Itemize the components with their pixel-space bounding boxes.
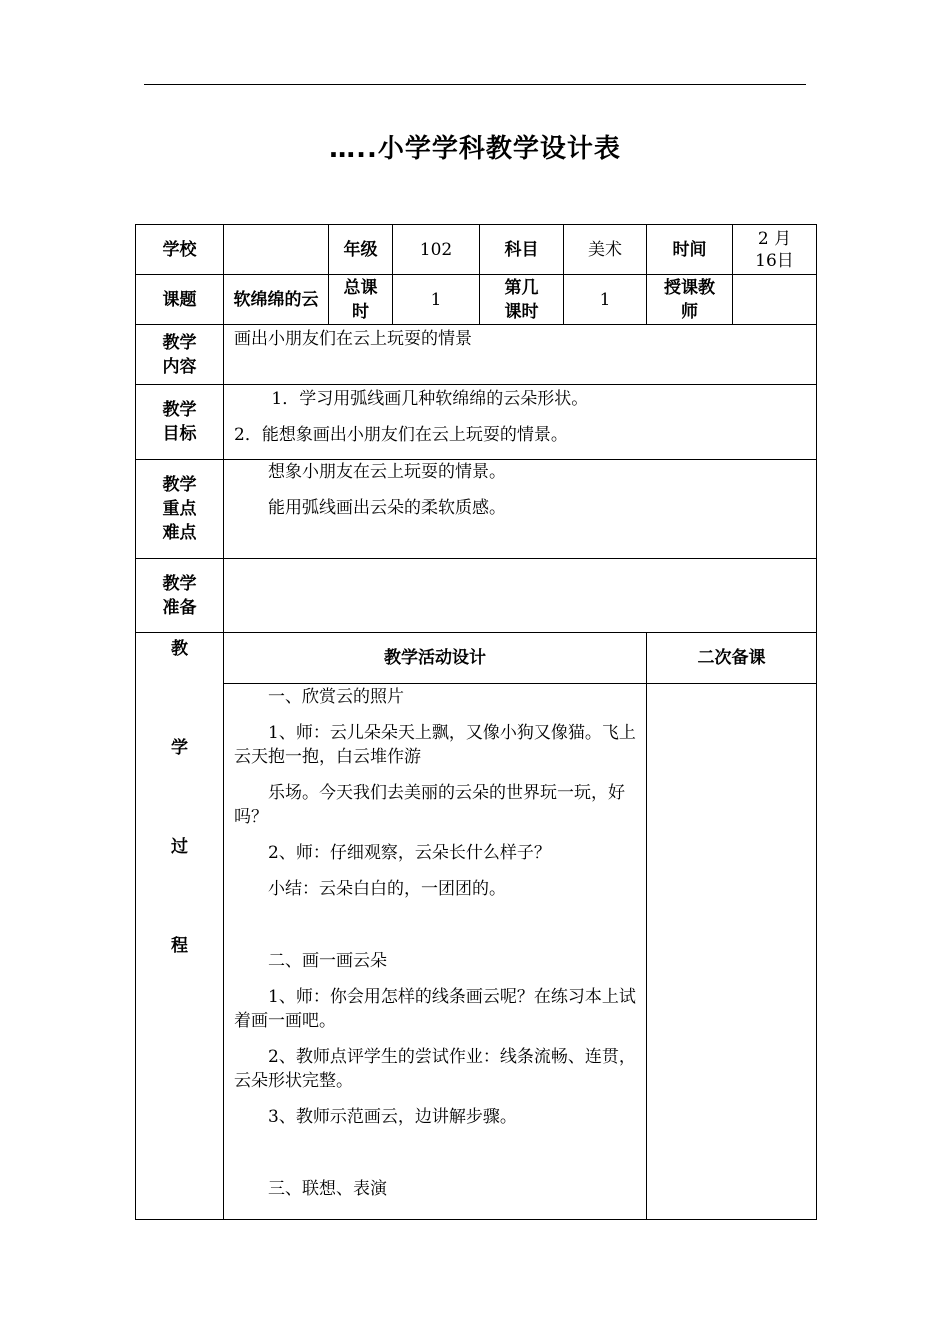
subject-label: 科目 [480, 225, 564, 275]
time-value-day: 16日 [755, 250, 794, 271]
content-label: 教学内容 [136, 325, 224, 385]
period-number-label: 第几课时 [480, 275, 564, 325]
activity-paragraph: 1、师：你会用怎样的线条画云呢？在练习本上试着画一画吧。 [234, 987, 636, 1031]
prep-text [224, 559, 817, 633]
row-preparation [136, 559, 817, 633]
process-label-char: 学 [171, 738, 188, 758]
teacher-value [733, 275, 817, 325]
grade-value: 102 [393, 225, 480, 275]
activity-paragraph: 1、师：云儿朵朵天上飘，又像小狗又像猫。飞上云天抱一抱，白云堆作游 [234, 723, 636, 767]
prep-label: 教学准备 [136, 559, 224, 633]
row-key-points [136, 460, 817, 559]
key-points-text [224, 460, 817, 559]
key-point-item: 想象小朋友在云上玩耍的情景。 [268, 462, 506, 482]
topic-value: 软绵绵的云 [224, 275, 329, 325]
activity-paragraph: 三、联想、表演 [268, 1179, 387, 1199]
teacher-label: 授课教师 [647, 275, 733, 325]
header-rule [144, 84, 806, 85]
activity-paragraph: 2、师：仔细观察，云朵长什么样子？ [268, 843, 551, 863]
goal-item: 1．学习用弧线画几种软绵绵的云朵形状。 [271, 389, 589, 409]
activity-design-content [224, 684, 647, 1220]
goal-item: 2．能想象画出小朋友们在云上玩耍的情景。 [234, 425, 568, 445]
process-label-char: 教 [171, 639, 188, 659]
row-teaching-goals [136, 385, 817, 460]
period-number-value: 1 [564, 275, 647, 325]
school-value [224, 225, 329, 275]
key-points-label: 教学重点难点 [136, 460, 224, 559]
secondary-prep-header: 二次备课 [647, 633, 817, 684]
time-label: 时间 [647, 225, 733, 275]
secondary-prep-content [647, 684, 817, 1220]
total-periods-value: 1 [393, 275, 480, 325]
activity-paragraph: 2、教师点评学生的尝试作业：线条流畅、连贯，云朵形状完整。 [234, 1047, 636, 1091]
content-text: 画出小朋友们在云上玩耍的情景 [224, 325, 817, 385]
process-label-char: 程 [171, 936, 188, 956]
total-periods-label: 总课时 [329, 275, 393, 325]
subject-value: 美术 [564, 225, 647, 275]
row-teaching-content [136, 325, 817, 385]
row-basic-info [136, 225, 817, 275]
activity-paragraph: 乐场。今天我们去美丽的云朵的世界玩一玩，好吗？ [234, 783, 625, 827]
row-topic [136, 275, 817, 325]
goals-label: 教学目标 [136, 385, 224, 460]
page-title: …..小学学科教学设计表 [329, 134, 621, 164]
lesson-plan-table [135, 224, 817, 1220]
row-process-header [136, 633, 817, 684]
time-value [733, 225, 817, 275]
activity-design-header: 教学活动设计 [224, 633, 647, 684]
activity-paragraph: 一、欣赏云的照片 [268, 687, 404, 707]
activity-paragraph: 小结：云朵白白的，一团团的。 [268, 879, 506, 899]
activity-paragraph: 二、画一画云朵 [268, 951, 387, 971]
topic-label: 课题 [136, 275, 224, 325]
row-process-body [136, 684, 817, 1220]
process-label [136, 633, 224, 1220]
time-value-month: 2 月 [757, 228, 792, 249]
grade-label: 年级 [329, 225, 393, 275]
school-label: 学校 [136, 225, 224, 275]
key-point-item: 能用弧线画出云朵的柔软质感。 [268, 498, 506, 518]
process-label-char: 过 [171, 837, 188, 857]
goals-text [224, 385, 817, 460]
activity-paragraph: 3、教师示范画云，边讲解步骤。 [268, 1107, 517, 1127]
